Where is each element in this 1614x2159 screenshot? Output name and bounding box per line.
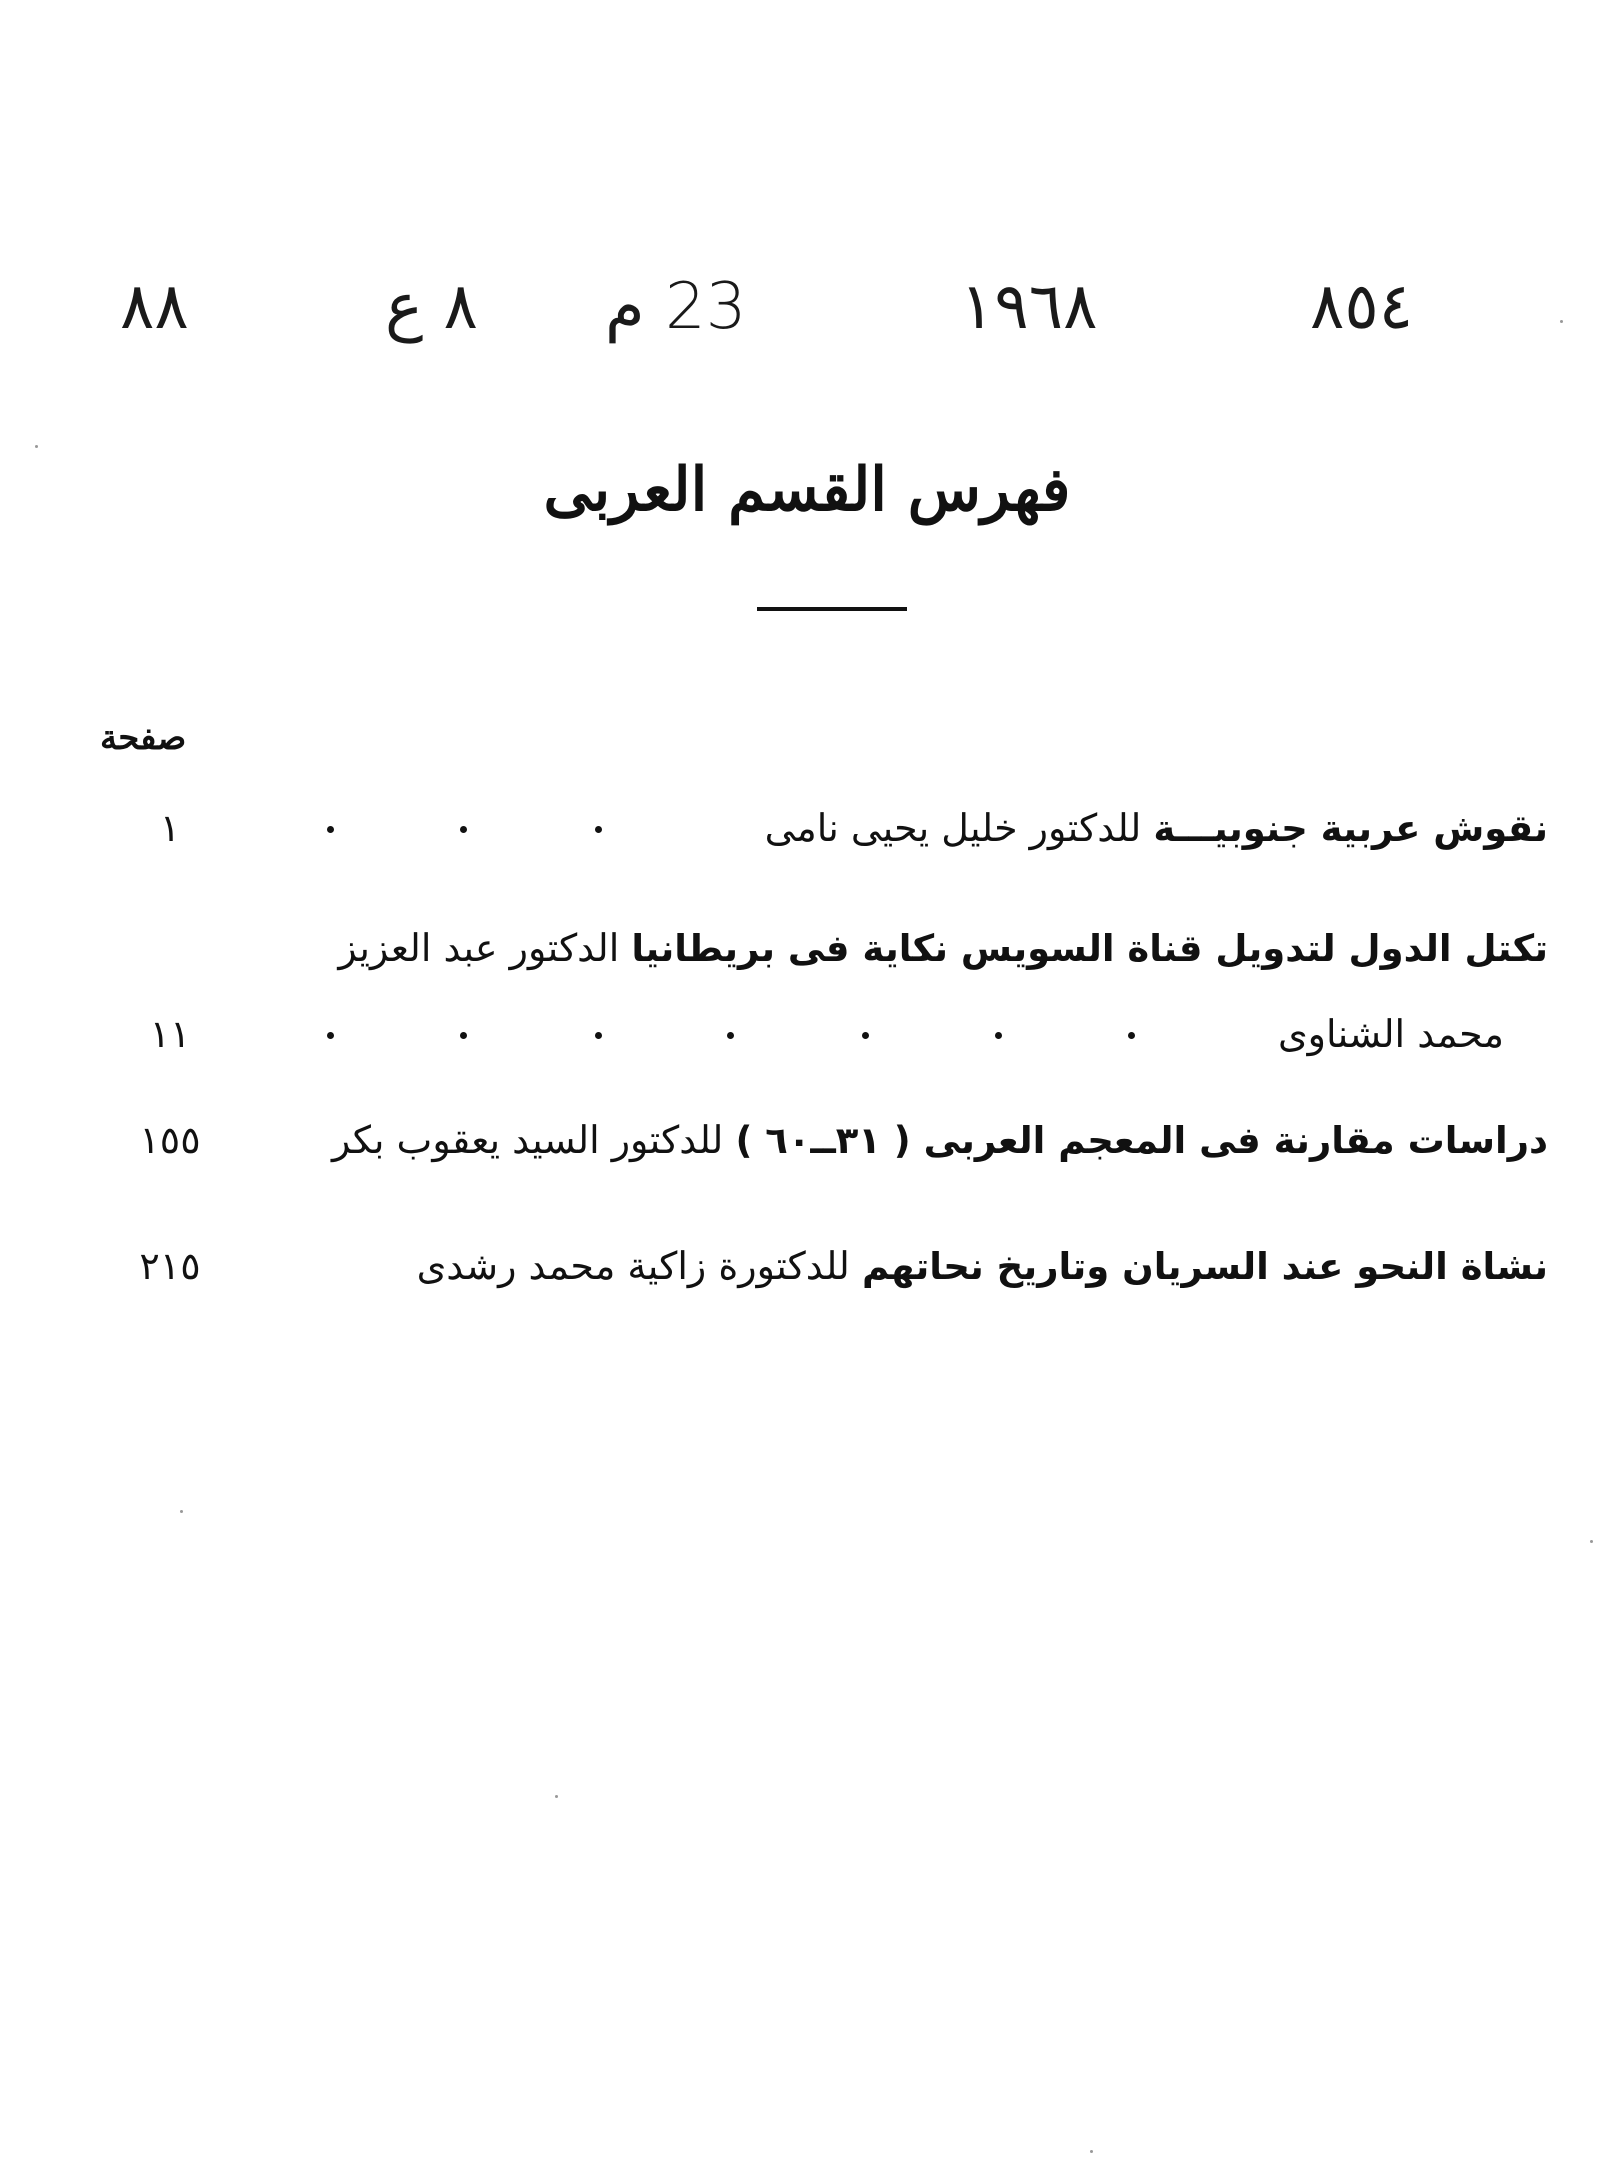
toc-entry-2-continued: [1278, 1006, 1504, 1062]
page-title: فهرس القسم العربى: [543, 455, 1071, 525]
leader-dot: [460, 1032, 467, 1039]
paper-speck: [555, 1795, 558, 1798]
page-column-header: صفحة: [100, 718, 187, 758]
entry-page-number: ١١: [149, 1012, 191, 1056]
handwritten-note-3: 23 م: [605, 270, 747, 344]
entry-title: نقوش عربية جنوبيـــة: [1153, 807, 1548, 850]
handwritten-note-4: ١٩٦٨: [960, 270, 1098, 344]
toc-entry-4: [417, 1238, 1548, 1295]
entry-title: دراسات مقارنة فى المعجم العربى ( ٣١ــ٦٠ ): [735, 1119, 1548, 1162]
toc-entry-2: [338, 920, 1548, 977]
entry-author: للدكتور السيد يعقوب بكر: [331, 1118, 724, 1162]
entry-title: نشاة النحو عند السريان وتاريخ نحاتهم: [861, 1245, 1548, 1288]
paper-speck: [1560, 320, 1563, 323]
leader-dot: [595, 826, 602, 833]
entry-page-number: ١: [159, 806, 181, 850]
leader-dot: [595, 1032, 602, 1039]
entry-author-continued: محمد الشناوى: [1277, 1012, 1504, 1056]
entry-page-number: ١٥٥: [139, 1118, 201, 1162]
paper-speck: [35, 445, 38, 448]
leader-dot: [327, 826, 334, 833]
leader-dot: [995, 1032, 1002, 1039]
entry-author: للدكتور خليل يحيى نامى: [764, 806, 1142, 850]
entry-page-number: ٢١٥: [139, 1244, 201, 1288]
paper-speck: [1090, 2150, 1093, 2153]
title-divider: [757, 607, 907, 611]
entry-author: الدكتور عبد العزيز: [338, 926, 620, 970]
toc-entry-3: [332, 1112, 1548, 1169]
handwritten-note-5: ٨٥٤: [1310, 270, 1414, 344]
leader-dot: [727, 1032, 734, 1039]
leader-dot: [327, 1032, 334, 1039]
handwritten-note-2: ٨ ع: [385, 270, 478, 344]
paper-speck: [180, 1510, 183, 1513]
leader-dot: [862, 1032, 869, 1039]
entry-title: تكتل الدول لتدويل قناة السويس نكاية فى بريطانيا: [631, 927, 1548, 970]
paper-speck: [1590, 1540, 1593, 1543]
leader-dot: [1128, 1032, 1135, 1039]
toc-entry-1: [765, 800, 1548, 857]
handwritten-note-1: ٨٨: [120, 270, 189, 344]
entry-author: للدكتورة زاكية محمد رشدى: [416, 1244, 850, 1288]
leader-dot: [460, 826, 467, 833]
